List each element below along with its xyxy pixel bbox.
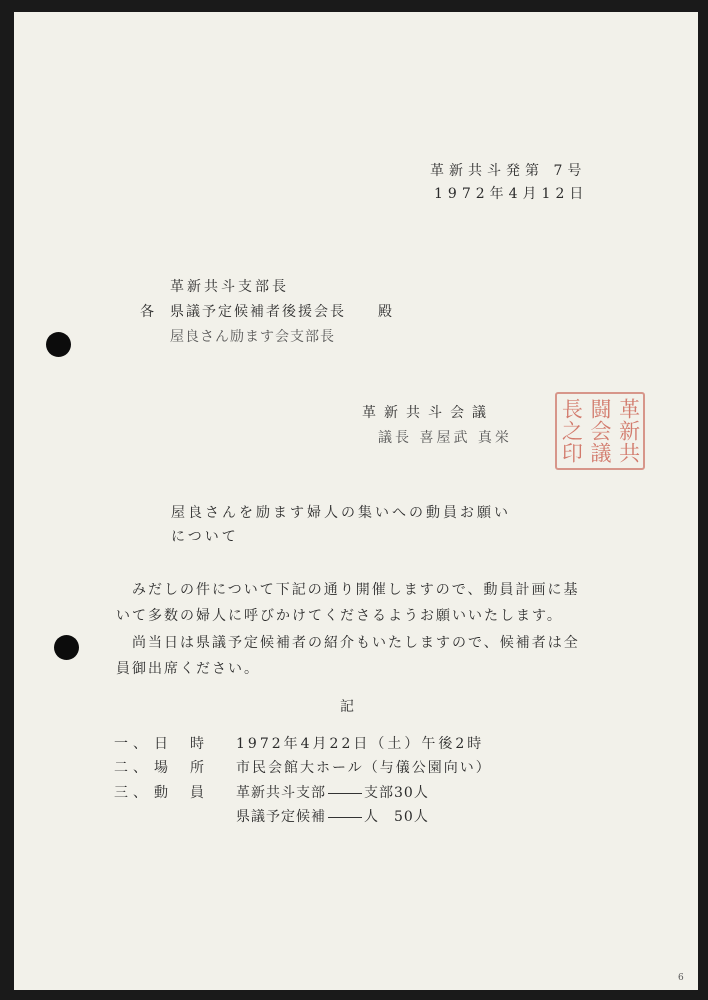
- mobilization-row: [236, 808, 429, 826]
- detail-value-datetime: 1972年4月22日（土）午後2時: [236, 736, 485, 752]
- leader-line: [328, 793, 362, 794]
- addressee-honorific: 殿: [378, 304, 397, 320]
- addressee-line: 屋良さん励ます会支部長: [170, 329, 335, 345]
- detail-label-place: 場 所: [154, 760, 208, 776]
- ki-heading: 記: [340, 699, 359, 715]
- detail-number: 一、: [114, 736, 152, 752]
- detail-number: 三、: [114, 785, 152, 801]
- body-line: 尚当日は県議予定候補者の紹介もいたしますので、候補者は全: [132, 635, 580, 651]
- detail-label-mobilization: 動 員: [154, 785, 208, 801]
- subject-line: について: [171, 529, 239, 545]
- mobilization-row: [236, 784, 429, 802]
- body-line: いて多数の婦人に呼びかけてくださるようお願いいたします。: [116, 608, 563, 624]
- sender-organization: 革新共斗会議: [362, 405, 494, 421]
- sender-person: 議長 喜屋武 真栄: [378, 430, 512, 446]
- addressee-line: 革新共斗支部長: [170, 279, 289, 295]
- mobilization-right: 人 50人: [364, 809, 429, 825]
- official-seal: 革新共 闘会議 長之印: [555, 392, 645, 470]
- detail-value-place: 市民会館大ホール（与儀公園向い）: [236, 760, 492, 776]
- mobilization-right: 支部30人: [364, 785, 429, 801]
- document-page: [14, 12, 698, 990]
- leader-line: [328, 817, 362, 818]
- mobilization-left: 県議予定候補: [236, 809, 326, 825]
- subject-line: 屋良さんを励ます婦人の集いへの動員お願い: [171, 505, 511, 521]
- addressee-line: 県議予定候補者後援会長: [170, 304, 346, 320]
- punch-hole: [46, 332, 71, 357]
- document-number: 革新共斗発第 7号: [430, 163, 587, 179]
- document-date: 1972年4月12日: [434, 186, 589, 202]
- page-number: 6: [678, 973, 684, 983]
- mobilization-left: 革新共斗支部: [236, 785, 326, 801]
- detail-label-datetime: 日 時: [154, 736, 208, 752]
- addressee-prefix: 各: [140, 304, 159, 320]
- body-line: 員御出席ください。: [116, 661, 260, 677]
- detail-number: 二、: [114, 760, 152, 776]
- body-line: みだしの件について下記の通り開催しますので、動員計画に基: [132, 582, 580, 598]
- punch-hole: [54, 635, 79, 660]
